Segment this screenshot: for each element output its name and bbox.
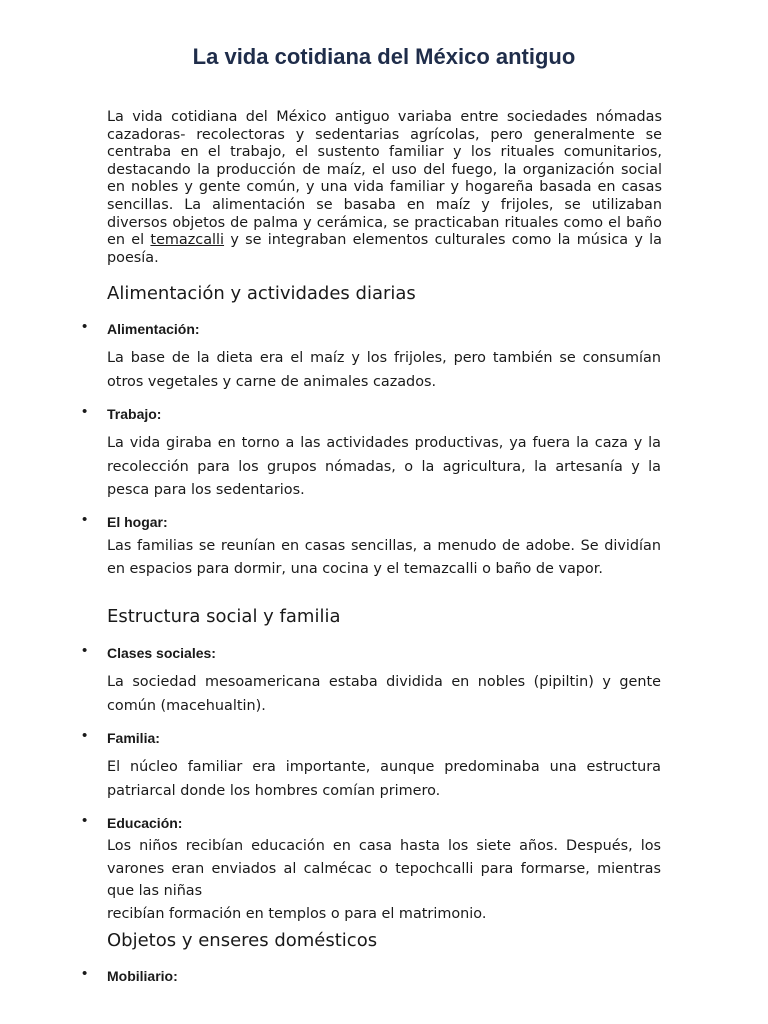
- item-text-trabajo: La vida giraba en torno a las actividades productivas, ya fuera la caza y la recolección para los grupos nómadas, o la agricultura, la artesanía y la pesca para los sedentarios.: [107, 435, 661, 498]
- intro-paragraph: [107, 109, 662, 267]
- bullet-icon: •: [82, 403, 88, 420]
- item-text-alimentacion: La base de la dieta era el maíz y los frijoles, pero también se consumían otros vegetales y carne de animales cazados.: [107, 350, 661, 390]
- item-text-clases-sociales: La sociedad mesoamericana estaba dividida en nobles (pipiltin) y gente común (macehualtin).: [107, 674, 661, 714]
- page-title: La vida cotidiana del México antiguo: [192, 44, 576, 69]
- section-heading-estructura-social: Estructura social y familia: [107, 606, 341, 627]
- intro-text-end: y se integraban elementos culturales como la música y la poesía.: [107, 232, 662, 266]
- item-text-educacion: [107, 835, 661, 925]
- bullet-icon: •: [82, 642, 88, 659]
- item-label-familia: Familia:: [107, 730, 160, 746]
- bullet-icon: •: [82, 318, 88, 335]
- bullet-icon: •: [82, 727, 88, 744]
- item-text-familia: El núcleo familiar era importante, aunque predominaba una estructura patriarcal donde los hombres comían primero.: [107, 759, 661, 799]
- item-text-educacion-cont: recibían formación en templos o para el matrimonio.: [107, 905, 487, 922]
- section-heading-alimentacion: Alimentación y actividades diarias: [107, 283, 416, 304]
- bullet-icon: •: [82, 511, 88, 528]
- item-label-alimentacion: Alimentación:: [107, 321, 200, 337]
- item-label-trabajo: Trabajo:: [107, 406, 162, 422]
- item-label-el-hogar: El hogar:: [107, 514, 168, 530]
- item-label-educacion: Educación:: [107, 815, 183, 831]
- temazcalli-link[interactable]: temazcalli: [150, 232, 225, 249]
- item-text-el-hogar: Las familias se reunían en casas sencillas, a menudo de adobe. Se dividían en espacios para dormir, una cocina y el temazcalli o baño de vapor.: [107, 538, 661, 577]
- bullet-icon: •: [82, 965, 88, 982]
- section-heading-objetos: Objetos y enseres domésticos: [107, 930, 378, 951]
- item-label-clases-sociales: Clases sociales:: [107, 645, 216, 661]
- bullet-icon: •: [82, 812, 88, 829]
- intro-text-start: La vida cotidiana del México antiguo variaba entre sociedades nómadas cazadoras- recolectoras y sedentarias agrícolas, pero generalmente se centraba en el trabajo, el sustento familiar y los rituales comunitarios, destacando la producción de maíz, el uso del fuego, la organización social en nobles y gente común, y una vida familiar y hogareña basada en casas sencillas. La alimentación se basaba en maíz y frijoles, se utilizaban diversos objetos de palma y cerámica, se practicaban rituales como el baño en el: [107, 109, 662, 249]
- item-label-mobiliario: Mobiliario:: [107, 968, 178, 984]
- item-text-educacion-main: Los niños recibían educación en casa hasta los siete años. Después, los varones eran enviados al calmécac o tepochcalli para formarse, mientras que las niñas: [107, 838, 661, 899]
